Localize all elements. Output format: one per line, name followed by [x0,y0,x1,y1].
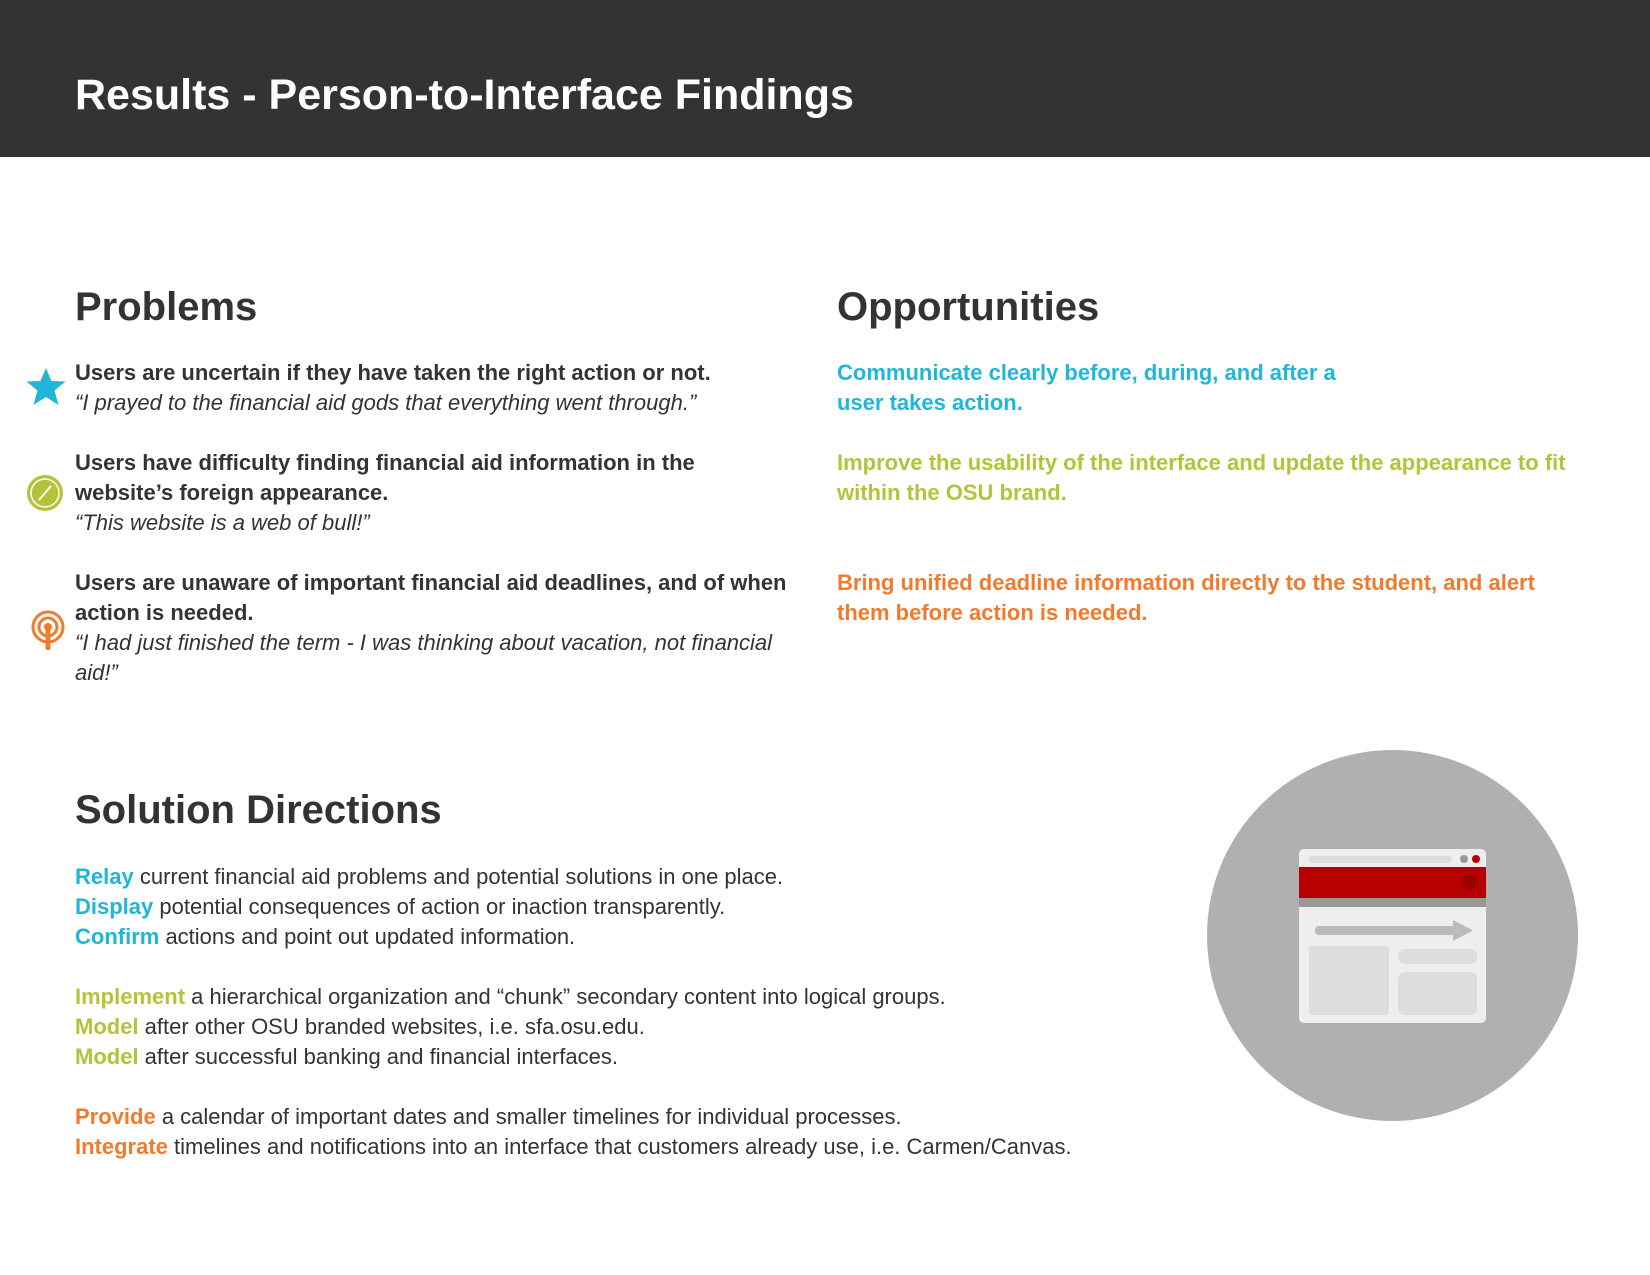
solution-line [75,1042,946,1072]
solution-text: potential consequences of action or inaction transparently. [153,894,726,919]
solution-text: actions and point out updated information. [159,924,576,949]
solution-verb: Integrate [75,1134,168,1159]
problems-heading: Problems [75,285,258,329]
compass-icon [25,473,65,513]
solution-line [75,1132,1072,1162]
problem-1-statement: Users are uncertain if they have taken the right action or not. [75,360,711,385]
solution-verb: Provide [75,1104,156,1129]
solution-text: current financial aid problems and potential solutions in one place. [133,864,784,889]
header-bar [0,0,1650,157]
solution-group-deadlines [75,1102,1072,1162]
problem-2-statement: Users have difficulty finding financial aid information in the website’s foreign appearance. [75,450,695,505]
solution-line [75,892,783,922]
solution-line [75,922,783,952]
solution-line [75,1102,1072,1132]
solution-line [75,1012,946,1042]
solution-verb: Display [75,894,154,919]
solution-line [75,982,946,1012]
solution-group-usability [75,982,946,1072]
problem-item-1 [75,358,795,418]
solution-text: a calendar of important dates and smaller timelines for individual processes. [155,1104,902,1129]
solution-directions-heading: Solution Directions [75,788,442,832]
page-title: Results - Person-to-Interface Findings [75,71,854,119]
solution-text: a hierarchical organization and “chunk” secondary content into logical groups. [185,984,946,1009]
solution-verb: Implement [75,984,186,1009]
solution-verb: Model [75,1014,139,1039]
opportunity-3: Bring unified deadline information directly to the student, and alert them before action is needed. [837,570,1535,625]
opportunity-2: Improve the usability of the interface and update the appearance to fit within the OSU brand. [837,450,1566,505]
solution-verb: Confirm [75,924,160,949]
alert-broadcast-icon [30,610,66,652]
solution-text: after other OSU branded websites, i.e. sfa.osu.edu. [138,1014,645,1039]
solution-text: timelines and notifications into an interface that customers already use, i.e. Carmen/Canvas. [167,1134,1072,1159]
solution-verb: Relay [75,864,134,889]
solution-verb: Model [75,1044,139,1069]
opportunity-1: Communicate clearly before, during, and after a user takes action. [837,360,1336,415]
solution-group-communicate [75,862,783,952]
solution-line [75,862,783,892]
problem-3-quote: “I had just finished the term - I was thinking about vacation, not financial aid!” [75,630,773,685]
browser-window-icon [1207,750,1578,1121]
problem-2-quote: “This website is a web of bull!” [75,510,370,535]
star-icon [25,367,67,407]
solution-text: after successful banking and financial interfaces. [138,1044,618,1069]
opportunities-heading: Opportunities [837,285,1100,329]
problem-item-3 [75,568,795,688]
problem-3-statement: Users are unaware of important financial aid deadlines, and of when action is needed. [75,570,787,625]
problem-1-quote: “I prayed to the financial aid gods that everything went through.” [75,390,697,415]
problem-item-2 [75,448,795,538]
